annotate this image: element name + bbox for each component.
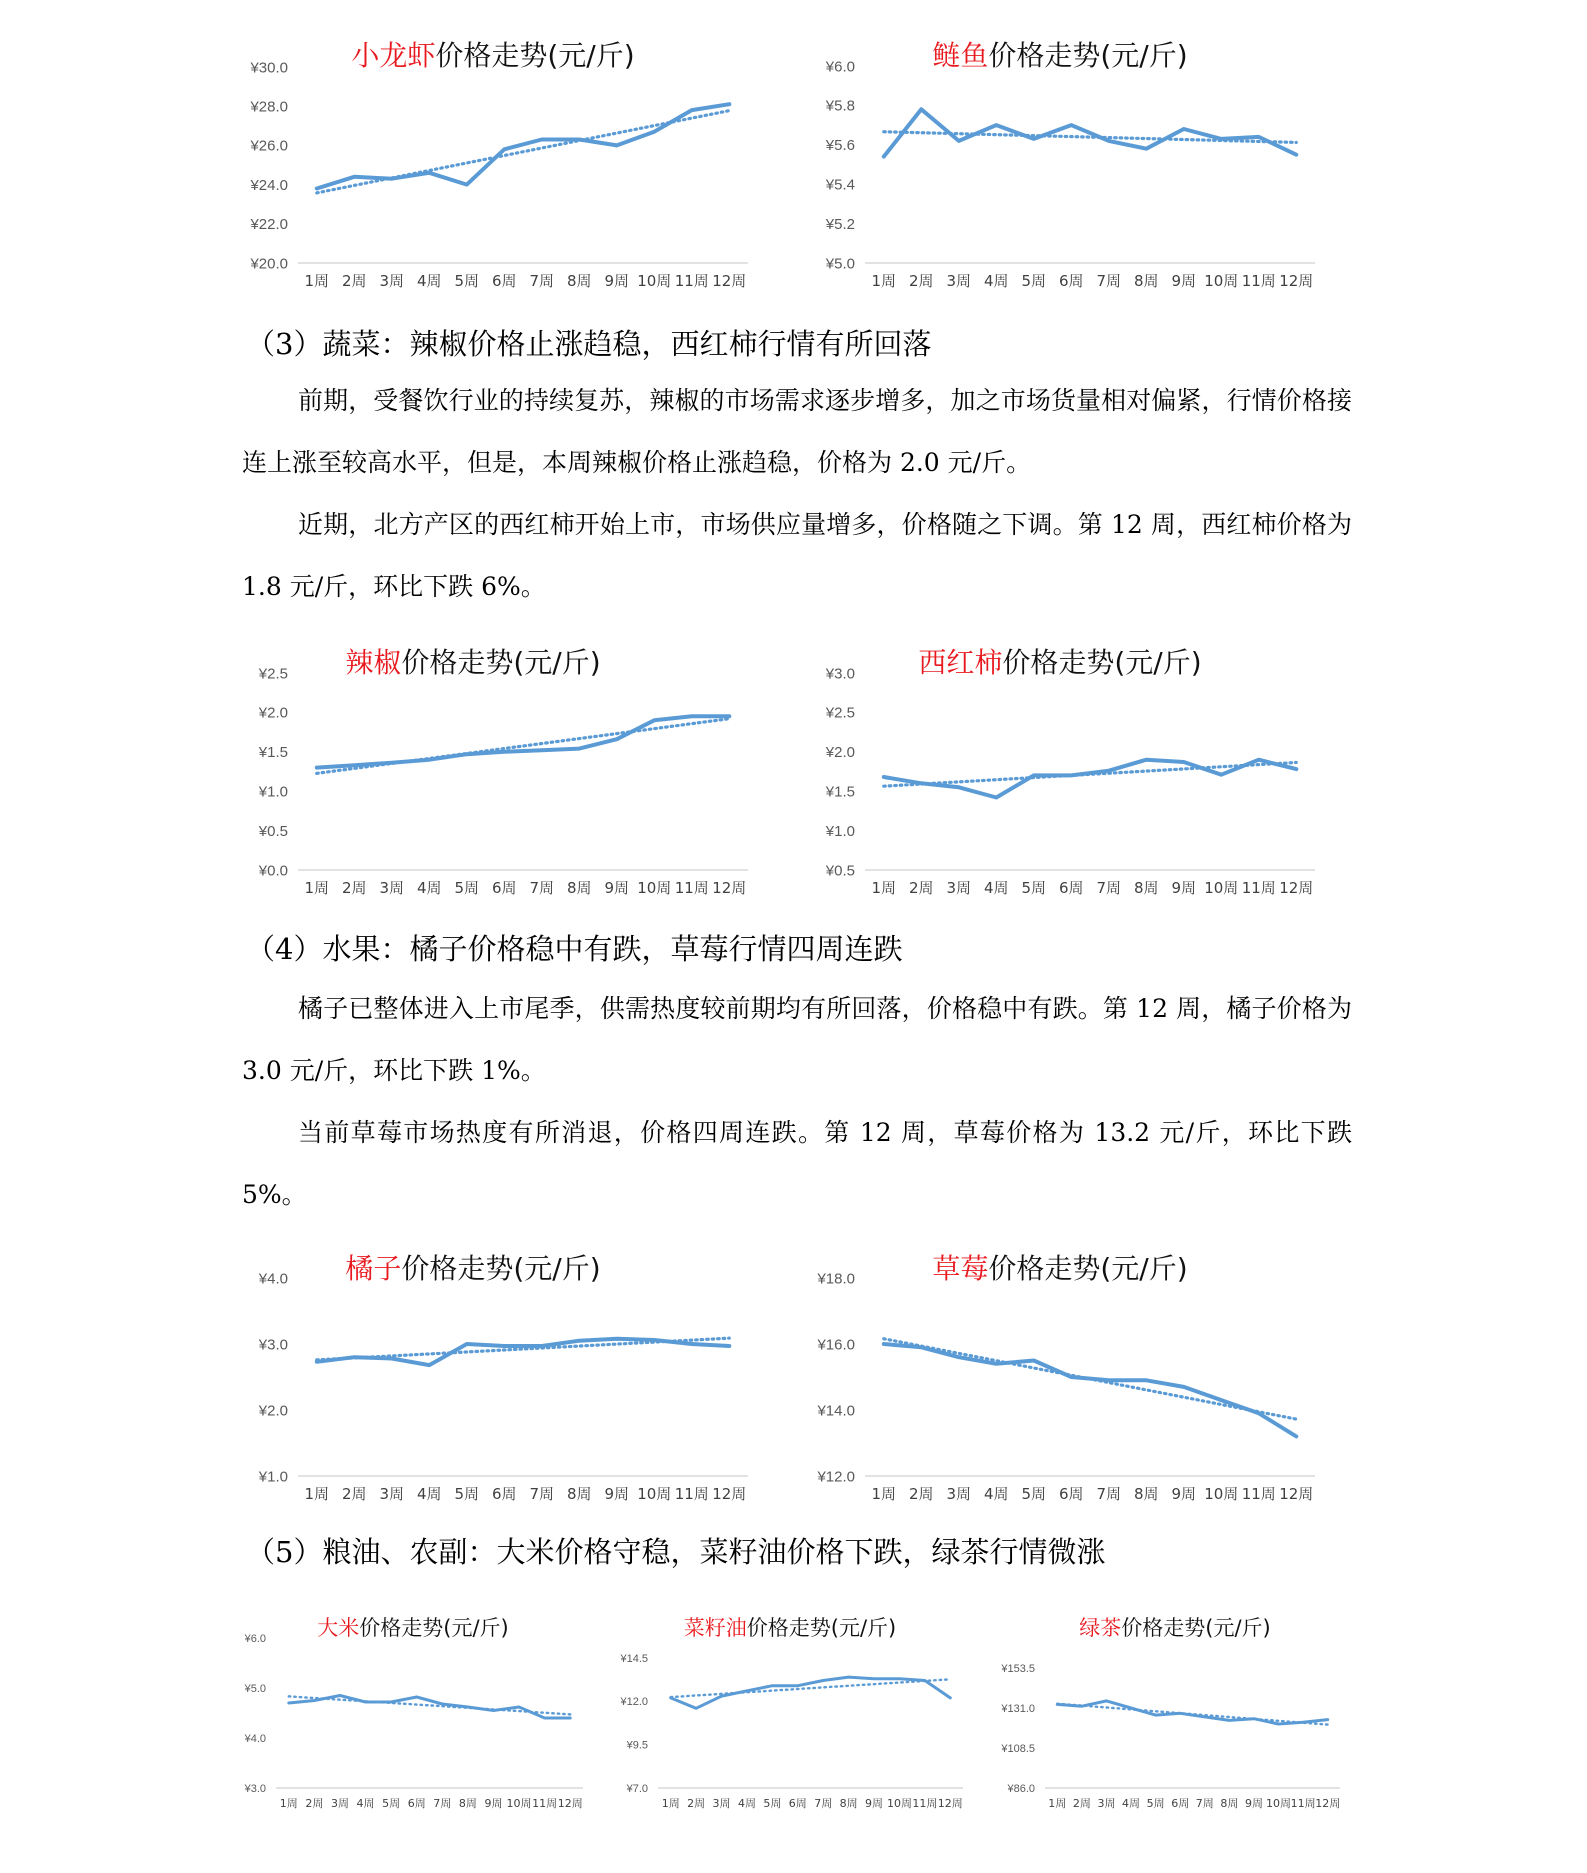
y-tick-label: ¥3.0 bbox=[258, 1336, 288, 1354]
y-tick-label: ¥20.0 bbox=[250, 255, 288, 273]
x-tick-label: 9周 bbox=[604, 1485, 630, 1503]
x-tick-label: 7周 bbox=[814, 1797, 833, 1810]
x-tick-label: 4周 bbox=[356, 1797, 375, 1810]
chart-title-rest: 价格走势(元/斤) bbox=[746, 1616, 897, 1640]
x-tick-label: 4周 bbox=[983, 272, 1009, 290]
x-tick-label: 6周 bbox=[788, 1797, 807, 1810]
x-tick-label: 1周 bbox=[304, 1485, 330, 1503]
x-tick-label: 1周 bbox=[304, 272, 330, 290]
series-line bbox=[289, 1696, 570, 1719]
x-tick-label: 6周 bbox=[1171, 1797, 1190, 1810]
chart-title-highlight: 辣椒 bbox=[345, 646, 402, 679]
x-tick-label: 10周 bbox=[637, 272, 672, 290]
chart-rice bbox=[228, 1608, 598, 1813]
x-tick-label: 10周 bbox=[1204, 879, 1239, 897]
x-tick-label: 8周 bbox=[1133, 1485, 1159, 1503]
x-tick-label: 2周 bbox=[687, 1797, 706, 1810]
x-tick-label: 1周 bbox=[279, 1797, 298, 1810]
x-tick-label: 8周 bbox=[1133, 879, 1159, 897]
x-tick-label: 4周 bbox=[983, 879, 1009, 897]
x-tick-label: 10周 bbox=[886, 1797, 912, 1810]
y-tick-label: ¥86.0 bbox=[1007, 1782, 1035, 1795]
chart-rapeseed-oil bbox=[605, 1608, 975, 1813]
y-tick-label: ¥2.0 bbox=[258, 704, 288, 722]
y-tick-label: ¥9.5 bbox=[626, 1739, 648, 1752]
y-tick-label: ¥5.0 bbox=[825, 255, 855, 273]
x-tick-label: 5周 bbox=[454, 879, 480, 897]
y-tick-label: ¥22.0 bbox=[250, 216, 288, 234]
x-tick-label: 12周 bbox=[712, 1485, 747, 1503]
x-tick-label: 12周 bbox=[1279, 1485, 1314, 1503]
x-tick-label: 7周 bbox=[529, 1485, 555, 1503]
chart-title bbox=[228, 1612, 598, 1642]
x-tick-label: 11周 bbox=[674, 272, 709, 290]
chart-title-rest: 价格走势(元/斤) bbox=[435, 39, 635, 72]
y-tick-label: ¥108.5 bbox=[1001, 1742, 1035, 1755]
paragraph-chili: 前期，受餐饮行业的持续复苏，辣椒的市场需求逐步增多，加之市场货量相对偏紧，行情价格接连上涨至较高水平，但是，本周辣椒价格止涨趋稳，价格为 2.0 元/斤。 bbox=[242, 386, 1352, 477]
y-tick-label: ¥1.5 bbox=[258, 744, 288, 762]
x-tick-label: 1周 bbox=[1048, 1797, 1067, 1810]
x-tick-label: 2周 bbox=[908, 1485, 934, 1503]
x-tick-label: 7周 bbox=[433, 1797, 452, 1810]
x-tick-label: 10周 bbox=[1266, 1797, 1292, 1810]
x-tick-label: 4周 bbox=[1122, 1797, 1141, 1810]
x-tick-label: 11周 bbox=[1241, 879, 1276, 897]
x-tick-label: 6周 bbox=[1058, 272, 1084, 290]
x-tick-label: 2周 bbox=[908, 879, 934, 897]
y-tick-label: ¥0.5 bbox=[825, 862, 855, 880]
chart-title bbox=[795, 34, 1325, 74]
chart-title-rest: 价格走势(元/斤) bbox=[1002, 646, 1202, 679]
x-tick-label: 6周 bbox=[491, 1485, 517, 1503]
chart-tangerine bbox=[228, 1243, 758, 1518]
paragraph-fruits bbox=[242, 978, 1352, 1226]
x-tick-label: 7周 bbox=[1096, 272, 1122, 290]
y-tick-label: ¥5.2 bbox=[825, 215, 855, 233]
x-tick-label: 3周 bbox=[1097, 1797, 1116, 1810]
x-tick-label: 8周 bbox=[566, 272, 592, 290]
x-tick-label: 7周 bbox=[1096, 1485, 1122, 1503]
x-tick-label: 12周 bbox=[1279, 879, 1314, 897]
x-tick-label: 8周 bbox=[458, 1797, 477, 1810]
heading-fruits: （4）水果：橘子价格稳中有跌，草莓行情四周连跌 bbox=[246, 932, 903, 966]
y-tick-label: ¥0.5 bbox=[258, 822, 288, 840]
x-tick-label: 8周 bbox=[1133, 272, 1159, 290]
y-tick-label: ¥131.0 bbox=[1001, 1702, 1035, 1715]
y-tick-label: ¥24.0 bbox=[250, 176, 288, 194]
y-tick-label: ¥5.4 bbox=[825, 176, 855, 194]
series-line bbox=[317, 716, 730, 767]
chart-title-rest: 价格走势(元/斤) bbox=[988, 39, 1188, 72]
x-tick-label: 2周 bbox=[341, 1485, 367, 1503]
y-tick-label: ¥6.0 bbox=[244, 1632, 266, 1645]
y-tick-label: ¥1.0 bbox=[258, 1468, 288, 1486]
x-tick-label: 9周 bbox=[1171, 272, 1197, 290]
chart-title-highlight: 绿茶 bbox=[1079, 1616, 1122, 1640]
y-tick-label: ¥7.0 bbox=[626, 1782, 648, 1795]
series-line bbox=[317, 104, 730, 188]
x-tick-label: 10周 bbox=[637, 879, 672, 897]
x-tick-label: 9周 bbox=[484, 1797, 503, 1810]
x-tick-label: 12周 bbox=[937, 1797, 963, 1810]
x-tick-label: 11周 bbox=[532, 1797, 558, 1810]
y-tick-label: ¥2.0 bbox=[825, 744, 855, 762]
chart-title bbox=[228, 34, 758, 77]
x-tick-label: 2周 bbox=[1072, 1797, 1091, 1810]
y-tick-label: ¥5.0 bbox=[244, 1682, 266, 1695]
chart-title-highlight: 大米 bbox=[317, 1616, 360, 1640]
chart-title-rest: 价格走势(元/斤) bbox=[401, 646, 601, 679]
paragraph-tangerine: 橘子已整体进入上市尾季，供需热度较前期均有所回落，价格稳中有跌。第 12 周，橘子价格为 3.0 元/斤，环比下跌 1%。 bbox=[242, 994, 1352, 1085]
x-tick-label: 9周 bbox=[604, 272, 630, 290]
y-tick-label: ¥6.0 bbox=[825, 58, 855, 76]
chart-title-highlight: 草莓 bbox=[932, 1252, 989, 1285]
x-tick-label: 7周 bbox=[1195, 1797, 1214, 1810]
x-tick-label: 11周 bbox=[1241, 272, 1276, 290]
y-tick-label: ¥28.0 bbox=[250, 98, 288, 116]
x-tick-label: 9周 bbox=[604, 879, 630, 897]
paragraph-vegetables bbox=[242, 370, 1352, 618]
paragraph-tomato: 近期，北方产区的西红柿开始上市，市场供应量增多，价格随之下调。第 12 周，西红柿价格为 1.8 元/斤，环比下跌 6%。 bbox=[242, 510, 1352, 601]
x-tick-label: 10周 bbox=[506, 1797, 532, 1810]
x-tick-label: 3周 bbox=[379, 1485, 405, 1503]
x-tick-label: 12周 bbox=[712, 879, 747, 897]
x-tick-label: 11周 bbox=[674, 1485, 709, 1503]
x-tick-label: 9周 bbox=[865, 1797, 884, 1810]
y-tick-label: ¥4.0 bbox=[244, 1732, 266, 1745]
series-line bbox=[317, 1339, 730, 1365]
heading-grain-oil: （5）粮油、农副：大米价格守稳，菜籽油价格下跌，绿茶行情微涨 bbox=[246, 1535, 1106, 1569]
chart-title bbox=[605, 1612, 975, 1642]
x-tick-label: 3周 bbox=[946, 1485, 972, 1503]
x-tick-label: 10周 bbox=[637, 1485, 672, 1503]
x-tick-label: 4周 bbox=[983, 1485, 1009, 1503]
y-tick-label: ¥153.5 bbox=[1001, 1662, 1035, 1675]
x-tick-label: 2周 bbox=[908, 272, 934, 290]
chart-chili bbox=[228, 637, 758, 912]
series-line bbox=[884, 1344, 1297, 1436]
x-tick-label: 6周 bbox=[491, 879, 517, 897]
y-tick-label: ¥2.5 bbox=[825, 704, 855, 722]
chart-title-rest: 价格走势(元/斤) bbox=[1121, 1616, 1271, 1640]
x-tick-label: 2周 bbox=[341, 879, 367, 897]
x-tick-label: 5周 bbox=[1021, 879, 1047, 897]
x-tick-label: 10周 bbox=[1204, 272, 1239, 290]
chart-silver-carp bbox=[795, 30, 1325, 305]
x-tick-label: 3周 bbox=[379, 879, 405, 897]
y-tick-label: ¥30.0 bbox=[250, 59, 288, 77]
y-tick-label: ¥0.0 bbox=[258, 862, 288, 880]
y-tick-label: ¥12.0 bbox=[620, 1696, 648, 1709]
y-tick-label: ¥1.5 bbox=[825, 783, 855, 801]
x-tick-label: 9周 bbox=[1244, 1797, 1263, 1810]
x-tick-label: 3周 bbox=[712, 1797, 731, 1810]
x-tick-label: 6周 bbox=[1058, 1485, 1084, 1503]
chart-tomato bbox=[795, 637, 1325, 912]
x-tick-label: 1周 bbox=[661, 1797, 680, 1810]
y-tick-label: ¥4.0 bbox=[258, 1270, 288, 1288]
chart-title-highlight: 菜籽油 bbox=[683, 1616, 747, 1640]
x-tick-label: 1周 bbox=[871, 272, 897, 290]
x-tick-label: 4周 bbox=[416, 1485, 442, 1503]
chart-title bbox=[188, 1247, 758, 1287]
x-tick-label: 3周 bbox=[330, 1797, 349, 1810]
chart-title bbox=[990, 1612, 1360, 1642]
x-tick-label: 5周 bbox=[1146, 1797, 1165, 1810]
x-tick-label: 11周 bbox=[1290, 1797, 1316, 1810]
chart-title bbox=[795, 641, 1325, 681]
chart-green-tea bbox=[990, 1608, 1360, 1813]
chart-title-rest: 价格走势(元/斤) bbox=[359, 1616, 509, 1640]
x-tick-label: 5周 bbox=[1021, 272, 1047, 290]
x-tick-label: 7周 bbox=[529, 272, 555, 290]
y-tick-label: ¥2.5 bbox=[258, 665, 288, 683]
y-tick-label: ¥3.0 bbox=[825, 665, 855, 683]
x-tick-label: 1周 bbox=[304, 879, 330, 897]
x-tick-label: 11周 bbox=[674, 879, 709, 897]
x-tick-label: 7周 bbox=[1096, 879, 1122, 897]
x-tick-label: 11周 bbox=[912, 1797, 938, 1810]
x-tick-label: 3周 bbox=[379, 272, 405, 290]
x-tick-label: 1周 bbox=[871, 1485, 897, 1503]
chart-title-rest: 价格走势(元/斤) bbox=[988, 1252, 1188, 1285]
x-tick-label: 2周 bbox=[305, 1797, 324, 1810]
y-tick-label: ¥12.0 bbox=[817, 1468, 855, 1486]
x-tick-label: 10周 bbox=[1204, 1485, 1239, 1503]
y-tick-label: ¥16.0 bbox=[817, 1336, 855, 1354]
chart-title-highlight: 小龙虾 bbox=[351, 39, 436, 72]
chart-title-highlight: 鲢鱼 bbox=[932, 39, 989, 72]
x-tick-label: 8周 bbox=[1220, 1797, 1239, 1810]
x-tick-label: 12周 bbox=[557, 1797, 583, 1810]
x-tick-label: 4周 bbox=[416, 272, 442, 290]
x-tick-label: 6周 bbox=[1058, 879, 1084, 897]
chart-title-highlight: 橘子 bbox=[345, 1252, 402, 1285]
x-tick-label: 5周 bbox=[454, 1485, 480, 1503]
y-tick-label: ¥1.0 bbox=[825, 822, 855, 840]
x-tick-label: 4周 bbox=[416, 879, 442, 897]
x-tick-label: 11周 bbox=[1241, 1485, 1276, 1503]
y-tick-label: ¥5.8 bbox=[825, 97, 855, 115]
paragraph-strawberry: 当前草莓市场热度有所消退，价格四周连跌。第 12 周，草莓价格为 13.2 元/斤，环比下跌 5%。 bbox=[242, 1118, 1352, 1209]
y-tick-label: ¥14.0 bbox=[817, 1402, 855, 1420]
x-tick-label: 8周 bbox=[839, 1797, 858, 1810]
heading-vegetables: （3）蔬菜：辣椒价格止涨趋稳，西红柿行情有所回落 bbox=[246, 327, 932, 361]
y-tick-label: ¥1.0 bbox=[258, 783, 288, 801]
x-tick-label: 12周 bbox=[1279, 272, 1314, 290]
x-tick-label: 7周 bbox=[529, 879, 555, 897]
y-tick-label: ¥26.0 bbox=[250, 137, 288, 155]
chart-title-rest: 价格走势(元/斤) bbox=[401, 1252, 601, 1285]
chart-title-highlight: 西红柿 bbox=[918, 646, 1003, 679]
x-tick-label: 8周 bbox=[566, 879, 592, 897]
y-tick-label: ¥18.0 bbox=[817, 1270, 855, 1288]
x-tick-label: 8周 bbox=[566, 1485, 592, 1503]
y-tick-label: ¥3.0 bbox=[244, 1782, 266, 1795]
x-tick-label: 5周 bbox=[382, 1797, 401, 1810]
x-tick-label: 2周 bbox=[341, 272, 367, 290]
chart-crayfish bbox=[228, 30, 758, 305]
chart-title bbox=[188, 641, 758, 681]
y-tick-label: ¥14.5 bbox=[620, 1652, 648, 1665]
x-tick-label: 5周 bbox=[1021, 1485, 1047, 1503]
x-tick-label: 12周 bbox=[1315, 1797, 1341, 1810]
x-tick-label: 12周 bbox=[712, 272, 747, 290]
x-tick-label: 5周 bbox=[763, 1797, 782, 1810]
x-tick-label: 3周 bbox=[946, 879, 972, 897]
x-tick-label: 9周 bbox=[1171, 1485, 1197, 1503]
x-tick-label: 9周 bbox=[1171, 879, 1197, 897]
x-tick-label: 6周 bbox=[407, 1797, 426, 1810]
chart-title bbox=[795, 1247, 1325, 1287]
x-tick-label: 4周 bbox=[737, 1797, 756, 1810]
x-tick-label: 6周 bbox=[491, 272, 517, 290]
y-tick-label: ¥5.6 bbox=[825, 137, 855, 155]
chart-strawberry bbox=[795, 1243, 1325, 1518]
x-tick-label: 3周 bbox=[946, 272, 972, 290]
x-tick-label: 1周 bbox=[871, 879, 897, 897]
y-tick-label: ¥2.0 bbox=[258, 1402, 288, 1420]
x-tick-label: 5周 bbox=[454, 272, 480, 290]
